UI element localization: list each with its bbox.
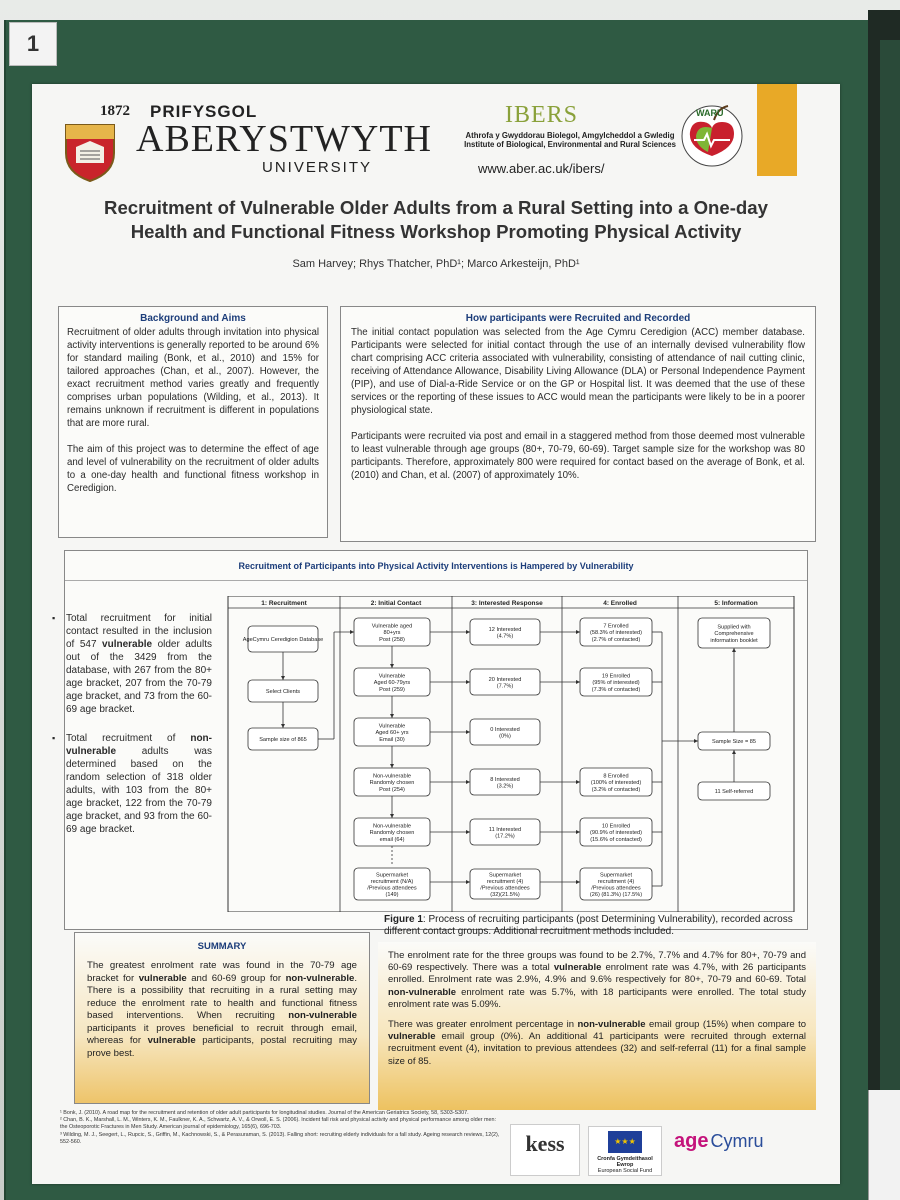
contact-box-label: (149)	[385, 892, 399, 899]
arrowhead-icon	[576, 830, 580, 834]
interested-box-label: recruitment (4)	[486, 878, 524, 885]
enrolled-box-label: recruitment (4)	[597, 878, 635, 885]
university-label: UNIVERSITY	[262, 159, 373, 176]
title-line-2: Health and Functional Fitness Workshop Promoting Physical Activity	[130, 221, 742, 242]
interested-box-label: 12 Interested	[488, 626, 522, 633]
interested-box-label: Supermarket	[488, 872, 522, 879]
ibers-english-name: Institute of Biological, Environmental and Rural Sciences	[464, 140, 676, 149]
recruitment-bullets	[52, 612, 212, 852]
figure-heading: Recruitment of Participants into Physical Activity Interventions is Hampered by Vulnerability	[65, 551, 807, 581]
recruitment-heading: How participants were Recruited and Recorded	[465, 313, 691, 324]
contact-box-label: /Previous attendees	[367, 885, 417, 892]
enrolled-box-label: (15.6% of contacted)	[590, 836, 642, 843]
recruitment-para-1: The initial contact population was selected from the Age Cymru Ceredigion (ACC) member database. Participants were selected for initial contact through the use of an internally devised vulnerability flow chart comprising ACC criteria associated with vulnerability, consisting of attendance of nail cutting clinic, receiving of Attendance Allowance, Disability Living Allowance (DLA) or Personal Independence Payment (PIP), and use of Dial-a-Ride Service or on the GP or Hospital list. It was deemed that the use of these services or the reporting of these issues to ACC would mean the participants were likely to be in a poorer physiological state.	[351, 327, 805, 416]
interested-box-label: (32)(21.5%)	[490, 892, 520, 899]
results-para-1: The enrolment rate for the three groups was found to be 2.7%, 7.7% and 4.7% for 80+, 70-79 and 60-69 respectively. There was a total vulnerable enrolment rate was 4.7%, with 26 participants enrolled. Enrolment rate was 2.9%, 4.9% and 9.6% respectively for 80+, 70-79 and 60-69. Total non-vulnerable enrolment rate was 5.7%, with 18 participants were enrolled. The total study enrolment rate was 5.09%.	[388, 950, 806, 1010]
interested-box-label: (7.7%)	[496, 683, 514, 690]
select-clients-box-label: Select Clients	[265, 689, 301, 696]
enrolled-box-label: (7.3% of contacted)	[591, 686, 641, 693]
enrolled-box-label: Supermarket	[599, 872, 633, 879]
prifysgol-label: PRIFYSGOL	[150, 102, 258, 121]
interested-box-label: 20 Interested	[488, 676, 522, 683]
contact-box-label: Post (259)	[379, 686, 405, 693]
contact-box-label: 80+yrs	[383, 630, 401, 637]
title-line-1: Recruitment of Vulnerable Older Adults from a Rural Setting into a One-day	[104, 197, 768, 218]
age-cymru-logo: age Cymru	[674, 1130, 764, 1152]
recruitment-flowchart	[222, 596, 800, 912]
background-para-2: The aim of this project was to determine the effect of age and level of vulnerability on the recruitment of older adults to a one-day health and functional fitness workshop in Ceredigion.	[67, 444, 319, 494]
contact-box-label: Aged 60+ yrs	[375, 730, 409, 737]
enrolled-box-label: (26) (81.3%) (17.5%)	[589, 892, 643, 899]
enrolled-box-label: (2.7% of contacted)	[591, 636, 641, 643]
aberystwyth-wordmark: ABERYSTWYTH	[136, 118, 432, 160]
contact-box-label: Vulnerable	[378, 673, 406, 680]
interested-box-label: 8 Interested	[490, 776, 520, 783]
arrowhead-icon	[466, 880, 470, 884]
arrowhead-icon	[466, 680, 470, 684]
booklet-box-label: information booklet	[710, 637, 758, 644]
enrolled-box-label: (58.3% of interested)	[590, 630, 642, 637]
interested-box-label: 0 Interested	[490, 726, 520, 733]
waru-text: WARU	[696, 108, 724, 118]
ibers-wordmark: IBERS	[505, 102, 579, 128]
interested-box-label: (4.7%)	[496, 633, 514, 640]
summary-heading: SUMMARY	[197, 941, 247, 952]
enrolled-box-label: /Previous attendees	[591, 885, 641, 892]
arrowhead-icon	[390, 664, 394, 668]
waru-apple-logo-icon	[678, 96, 746, 168]
founding-year: 1872	[100, 103, 130, 119]
aberystwyth-logo	[62, 99, 432, 179]
summary-box	[74, 932, 370, 1104]
gold-accent-bar	[757, 84, 797, 176]
enrolled-box-label: (90.9% of interested)	[590, 830, 642, 837]
arrowhead-icon	[466, 630, 470, 634]
reference-2: ² Chan, B. K., Marshall, L. M., Winters, K. M., Faulkner, K. A., Schwartz, A. V., & Orwoll, E. S. (2006). Incident fall risk and physical activity and physical performance among older men: the Osteoporotic Fractures in Men Study. American journal of epidemiology, 165(6), 696-703.	[60, 1117, 497, 1131]
board-number-tag: 1	[9, 22, 57, 66]
arrowhead-icon	[390, 764, 394, 768]
kess-logo: kess	[510, 1124, 580, 1176]
results-para-2: There was greater enrolment percentage in non-vulnerable email group (15%) when compare to vulnerable email group (0%). An additional 41 participants were recruited through external recruitment event (4), invitation to previous attendees (32) and self-referral (11) for a final sample size of 85.	[388, 1019, 806, 1067]
final-sample-box-label: Sample Size = 85	[712, 739, 756, 746]
interested-box-label: /Previous attendees	[480, 885, 530, 892]
contact-box-label: recruitment (N/A)	[370, 878, 414, 885]
bullet-non-vulnerable: ▪ Total recruitment of non-vulnerable adults was determined based on the random selection of 318 older adults, with 103 from the 80+ age bracket, 122 from the 70-79 age bracket, and 93 from the 60-69 age bracket.	[52, 732, 212, 836]
results-box	[378, 942, 816, 1110]
interested-box-label: 11 Interested	[488, 826, 522, 833]
enrolled-box-label: (100% of interested)	[590, 780, 642, 787]
contact-box-label: Non-vulnerable	[373, 773, 411, 780]
recruitment-method-box	[340, 306, 816, 542]
crest-icon	[62, 119, 118, 183]
eu-flag-icon: ★★★	[608, 1131, 642, 1153]
enrolled-box-label: 8 Enrolled	[603, 773, 629, 780]
interested-box-label: (0%)	[499, 733, 511, 740]
ibers-welsh-name: Athrofa y Gwyddorau Biolegol, Amgylcheddol a Gwledig	[465, 131, 675, 140]
interested-box-label: (3.2%)	[496, 783, 514, 790]
column-header: 5: Information	[714, 600, 758, 607]
arrowhead-icon	[281, 676, 285, 680]
enrolled-box-label: 7 Enrolled	[603, 623, 629, 630]
reference-1: ¹ Bonk, J. (2010). A road map for the recruitment and retention of older adult participants for longitudinal studies. Journal of the American Geriatrics Society, 58, S303-S307.	[60, 1110, 469, 1116]
recruitment-para-2: Participants were recruited via post and email in a staggered method from those deemed most vulnerable to least vulnerable through age groups (80+, 70-79, 60-69). Target sample size for the workshop was 80 participants. Therefore, approximately 800 were required for contact based on the average of Bonk, et al. (2010) and Chan, et al. (2007) of approximately 10%.	[351, 431, 805, 481]
column-header: 2: Initial Contact	[370, 600, 422, 607]
arrowhead-icon	[466, 830, 470, 834]
enrolled-box-label: 10 Enrolled	[601, 823, 631, 830]
column-header: 3: Interested Response	[471, 600, 543, 607]
background-para-1: Recruitment of older adults through invitation into physical activity interventions is generally reported to be around 6% for standard mailing (Bonk, et al., 2010) and 15% for tailored approaches (Chan, et al., 2007). However, the exact recruitment method varies greatly and frequently comprises urban populations (Wilding, et al., 2013). It remains unknown if recruitment is different in populations that are more rural.	[67, 327, 319, 429]
contact-box-label: Vulnerable	[378, 723, 406, 730]
contact-box-label: Supermarket	[375, 872, 409, 879]
poster	[32, 84, 840, 1184]
contact-box-label: Post (254)	[379, 786, 405, 793]
arrowhead-icon	[576, 780, 580, 784]
arrowhead-icon	[732, 750, 736, 754]
arrowhead-icon	[694, 739, 698, 743]
contact-box-label: Randomly chosen	[369, 780, 415, 787]
contact-box-label: Vulnerable aged	[371, 623, 413, 630]
sample-size-box-label: Sample size of 865	[259, 737, 307, 744]
sponsor-logos	[502, 1124, 832, 1180]
interested-box-label: (17.2%)	[495, 833, 515, 840]
arrowhead-icon	[390, 714, 394, 718]
eu-social-fund-logo: ★★★ Cronfa Gymdeithasol Ewrop European Social Fund	[588, 1126, 662, 1176]
arrowhead-icon	[281, 724, 285, 728]
arrowhead-icon	[576, 880, 580, 884]
booklet-box-label: Supplied with	[717, 624, 751, 631]
contact-box-label: Randomly chosen	[369, 830, 415, 837]
reference-3: ³ Wilding, M. J., Seegert, L., Rupcic, S., Griffin, M., Kachnowski, S., & Perasuraman, S. (2013). Falling short: recruiting elderly individuals for a fall study. Ageing research reviews, 12(2), 552-560.	[60, 1131, 500, 1145]
references	[60, 1110, 500, 1146]
arrowhead-icon	[576, 680, 580, 684]
arrowhead-icon	[576, 630, 580, 634]
summary-text: The greatest enrolment rate was found in the 70-79 age bracket for vulnerable and 60-69 group for non-vulnerable. There is a possibility that recruiting in a rural setting may reduce the enrolment rate to health and functional fitness based interventions. When recruiting non-vulnerable participants it proves beneficial to recruit through email, whereas for vulnerable participants, postal recruiting may prove best.	[87, 960, 357, 1059]
self-referred-box-label: 11 Self-referred	[714, 789, 754, 796]
background-heading: Background and Aims	[140, 313, 246, 324]
contact-box-label: email (64)	[379, 836, 405, 843]
contact-box-label: Email (30)	[379, 736, 405, 743]
contact-box-label: Non-vulnerable	[373, 823, 411, 830]
enrolled-box-label: (95% of interested)	[592, 680, 640, 687]
ibers-logo	[450, 102, 690, 176]
arrowhead-icon	[390, 814, 394, 818]
database-box-label: AgeCymru Ceredigion Database	[242, 637, 324, 644]
background-aims-box	[58, 306, 328, 538]
enrolled-box-label: 19 Enrolled	[601, 673, 631, 680]
arrowhead-icon	[350, 630, 354, 634]
figure-caption: Figure 1: Process of recruiting participants (post Determining Vulnerability), recorded across different contact groups. Additional recruitment methods included.	[384, 914, 793, 937]
bullet-vulnerable: ▪ Total recruitment for initial contact resulted in the inclusion of 547 vulnerable older adults out of the 3429 from the database, with 267 from the 80+ age bracket, 207 from the 70-79 age bracket, and 73 from the 60-69 age bracket.	[52, 612, 212, 716]
authors: Sam Harvey; Rhys Thatcher, PhD¹; Marco Arkesteijn, PhD¹	[292, 258, 580, 270]
booklet-box-label: Comprehensive	[714, 631, 754, 638]
enrolled-box-label: (3.2% of contacted)	[591, 786, 641, 793]
ibers-url: www.aber.ac.uk/ibers/	[478, 161, 605, 176]
column-header: 4: Enrolled	[603, 600, 637, 607]
arrowhead-icon	[466, 730, 470, 734]
arrowhead-icon	[466, 780, 470, 784]
contact-box-label: Post (258)	[379, 636, 405, 643]
arrowhead-icon	[732, 648, 736, 652]
column-header: 1: Recruitment	[261, 600, 307, 607]
adjacent-board	[880, 40, 900, 1200]
poster-title	[52, 196, 820, 244]
adjacent-poster-edge	[868, 1090, 900, 1200]
contact-box-label: Aged 60-79yrs	[373, 680, 411, 687]
